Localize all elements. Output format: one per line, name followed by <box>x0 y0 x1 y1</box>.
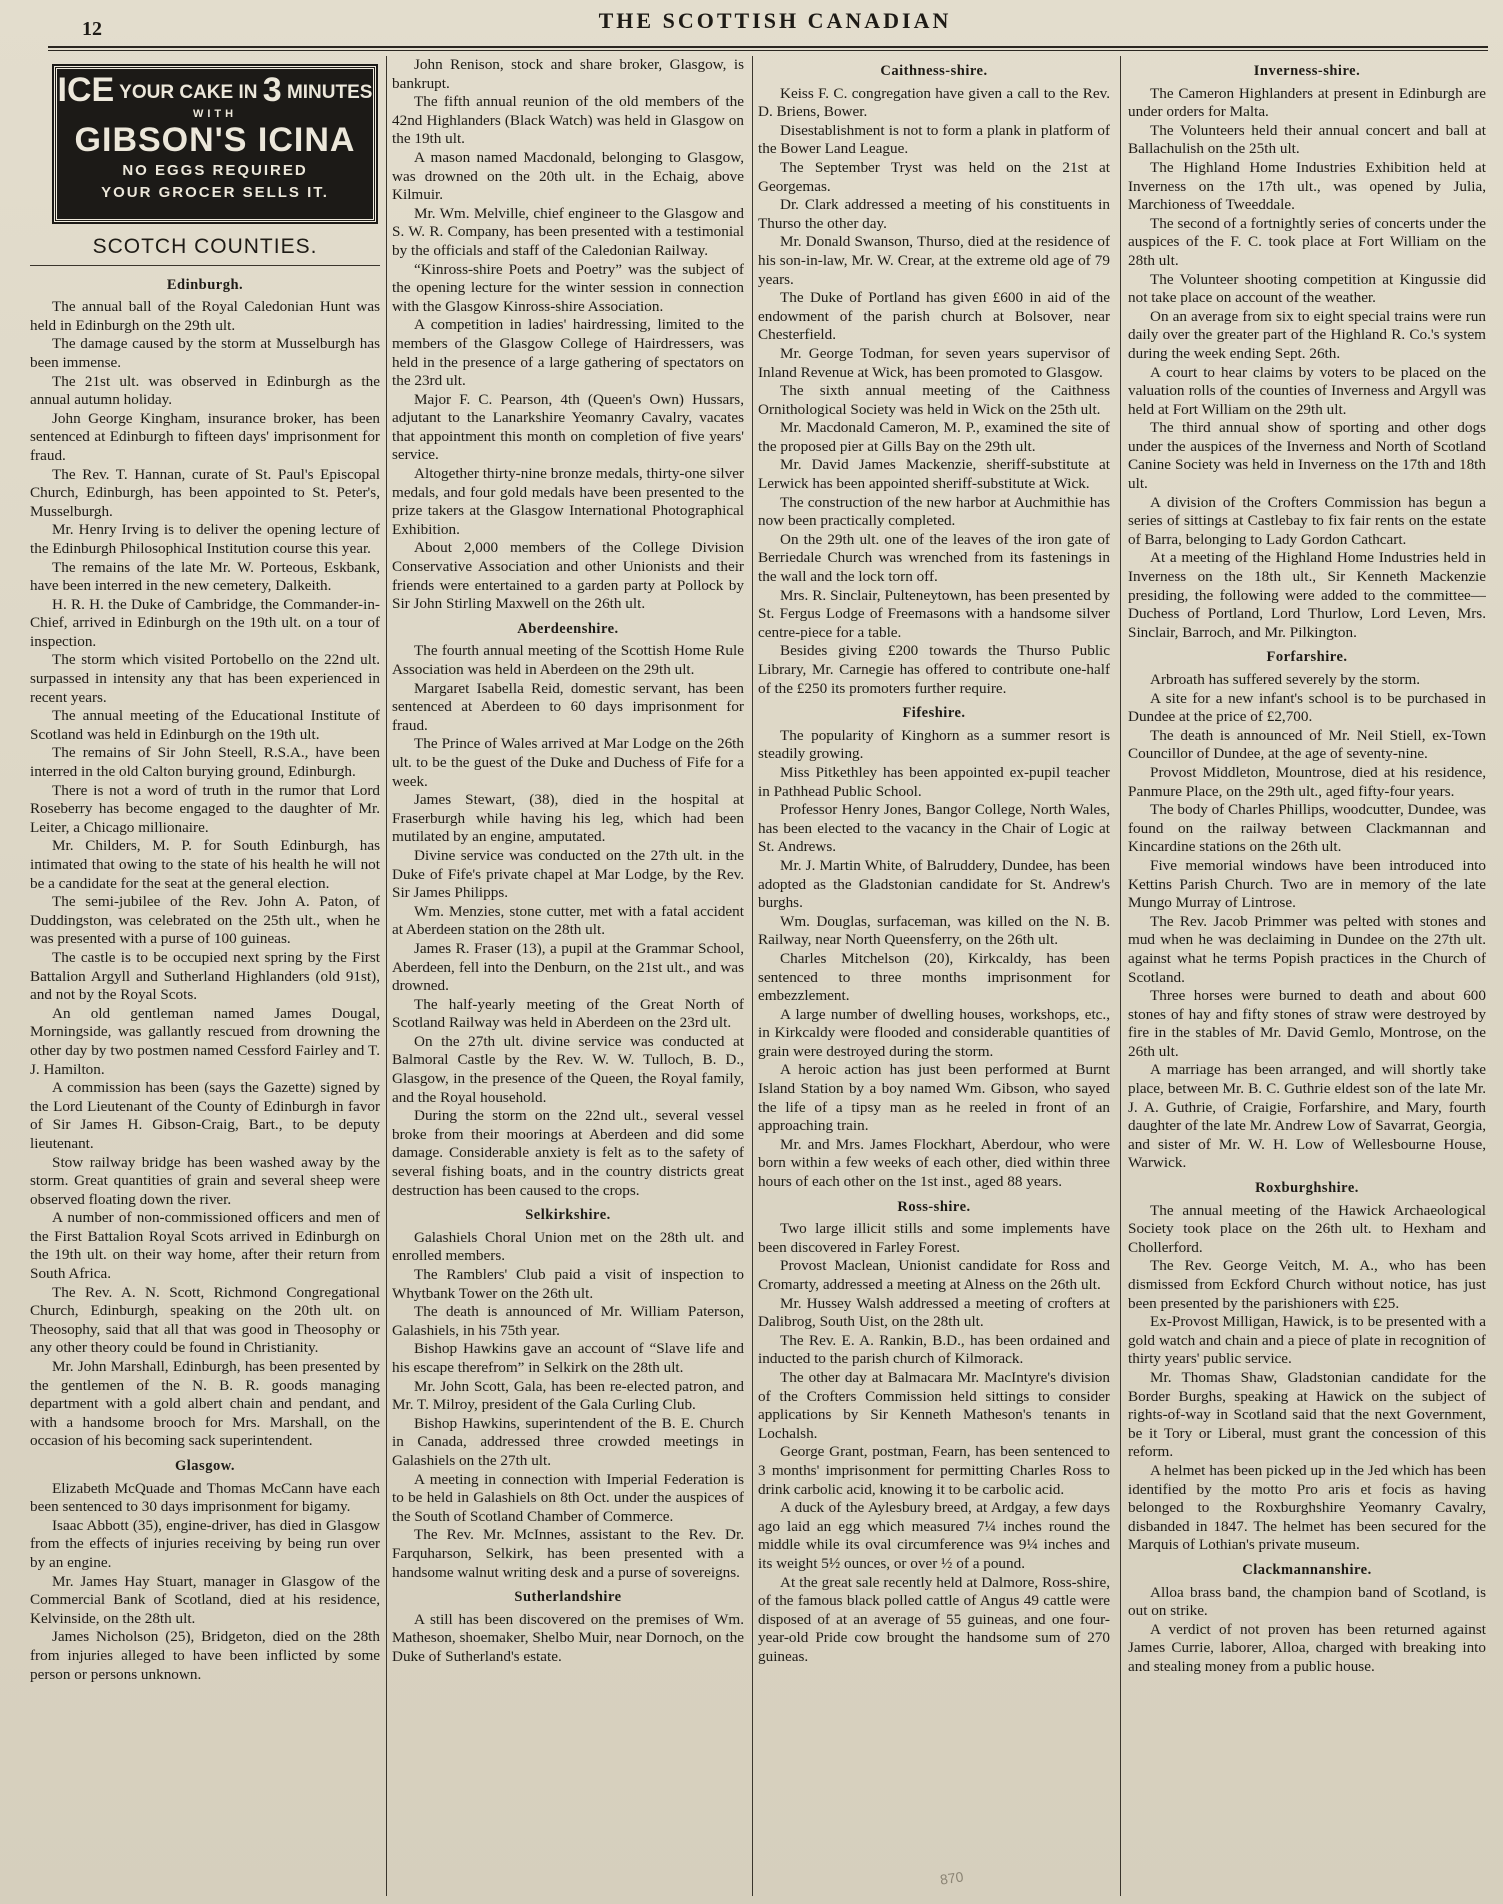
news-item: The Highland Home Industries Exhibition held at Inverness on the 17th ult., was opened by Julia, Marchioness of Tweeddale. <box>1128 158 1486 214</box>
column-divider <box>1120 56 1121 1896</box>
news-item: A duck of the Aylesbury breed, at Ardgay, a few days ago laid an egg which measured 7¼ inches round the middle while its oval circumference was 9¼ inches and its weight 5½ ounces, or over ½ of a pound. <box>758 1499 1110 1572</box>
news-item: The Rev. Jacob Primmer was pelted with stones and mud when he was declaiming in Dundee on the 27th ult. against what he terms Popish practices in the Church of Scotland. <box>1128 912 1486 986</box>
news-item: An old gentleman named James Dougal, Morningside, was gallantly rescued from drowning the other day by two postmen named Cessford Fairley and T. J. Hamilton. <box>30 1004 380 1078</box>
county-heading: Aberdeenshire. <box>517 620 619 637</box>
news-item: A site for a new infant's school is to be purchased in Dundee at the price of £2,700. <box>1128 689 1486 726</box>
news-item: The sixth annual meeting of the Caithness Ornithological Society was held in Wick on the 25th ult. <box>758 382 1110 418</box>
news-item: A helmet has been picked up in the Jed which has been identified by the motto Pro aris et focis as having belonged to the Roxburghshire Yeomanry Cavalry, disbanded in 1847. The helmet has been secured for the Marquis of Lothian's private museum. <box>1128 1461 1486 1554</box>
news-item: At a meeting of the Highland Home Industries held in Inverness on the 18th ult., Sir Kenneth Mackenzie presiding, the following were added to the committee—Duchess of Portland, Lord Thurlow, Lord Leven, Mrs. Sinclair, Barroch, and Mr. Pilkington. <box>1128 549 1486 641</box>
county-heading: Selkirkshire. <box>525 1207 611 1224</box>
archive-mark: 870 <box>939 1868 965 1888</box>
news-item: At the great sale recently held at Dalmore, Ross-shire, of the famous black polled cattle of Angus 49 cattle were disposed of at an average of 55 guineas, and one four-year-old Pride cow brought the handsome sum of 270 guineas. <box>758 1573 1110 1665</box>
news-item: Wm. Menzies, stone cutter, met with a fatal accident at Aberdeen station on the 28th ult. <box>392 902 744 939</box>
news-item: The death is announced of Mr. William Paterson, Galashiels, in his 75th year. <box>392 1303 744 1339</box>
news-item: A division of the Crofters Commission has begun a series of sittings at Castlebay to fix fair rents on the estate of Barra, belonging to Lady Gordon Cathcart. <box>1128 493 1486 548</box>
county-heading: Roxburghshire. <box>1255 1180 1359 1197</box>
news-item: The popularity of Kinghorn as a summer resort is steadily growing. <box>758 726 1110 763</box>
news-item: Elizabeth McQuade and Thomas McCann have each been sentenced to 30 days imprisonment for bigamy. <box>30 1479 380 1516</box>
news-item: Bishop Hawkins, superintendent of the B. E. Church in Canada, addressed three crowded meetings in Galashiels on the 27th ult. <box>392 1414 744 1469</box>
news-item: The Rev. George Veitch, M. A., who has been dismissed from Eckford Church without notice, has just been presented by the parishioners with £25. <box>1128 1257 1486 1312</box>
news-item: A number of non-commissioned officers and men of the First Battalion Royal Scots arrived in Edinburgh on the 19th ult. on their way home, after their return from South Africa. <box>30 1209 380 1283</box>
news-item: Provost Maclean, Unionist candidate for Ross and Cromarty, addressed a meeting at Alness on the 26th ult. <box>758 1257 1110 1293</box>
column-divider <box>752 56 753 1896</box>
ad-ice: ICE <box>57 71 115 109</box>
news-item: A commission has been (says the Gazette) signed by the Lord Lieutenant of the County of Edinburgh in favor of Sir James H. Gibson-Craig, Bart., to be deputy lieutenant. <box>30 1079 380 1152</box>
news-item: George Grant, postman, Fearn, has been sentenced to 3 months' imprisonment for permitting Charles Ross to drink carbolic acid, knowing it to be carbolic acid. <box>758 1443 1110 1498</box>
news-item: Mr. Donald Swanson, Thurso, died at the residence of his son-in-law, Mr. W. Crear, at the extreme old age of 79 years. <box>758 233 1110 288</box>
ad-grocer: YOUR GROCER SELLS IT. <box>101 184 329 201</box>
news-item: Mr. Hussey Walsh addressed a meeting of crofters at Dalibrog, South Uist, on the 28th ult. <box>758 1294 1110 1331</box>
column-2 <box>392 56 744 1896</box>
news-item: Mr. James Hay Stuart, manager in Glasgow of the Commercial Bank of Scotland, died at his residence, Kelvinside, on the 28th ult. <box>30 1572 380 1627</box>
news-item: The Ramblers' Club paid a visit of inspection to Whytbank Tower on the 26th ult. <box>392 1266 744 1302</box>
news-item: Mr. George Todman, for seven years supervisor of Inland Revenue at Wick, has been promoted to Glasgow. <box>758 344 1110 381</box>
news-item: Mr. J. Martin White, of Balruddery, Dundee, has been adopted as the Gladstonian candidate for St. Andrew's burghs. <box>758 856 1110 912</box>
news-item: Mr. David James Mackenzie, sheriff-substitute at Lerwick has been appointed sheriff-substitute at Wick. <box>758 456 1110 493</box>
county-heading: Caithness-shire. <box>880 63 988 79</box>
county-heading: Glasgow. <box>175 1458 235 1474</box>
news-item: H. R. H. the Duke of Cambridge, the Commander-in-Chief, arrived in Edinburgh on the 19th ult. on a tour of inspection. <box>30 595 380 650</box>
county-heading: Inverness-shire. <box>1253 63 1361 79</box>
news-item: The Rev. A. N. Scott, Richmond Congregational Church, Edinburgh, speaking on the 20th ult. on Theosophy, said that all that was good in Theosophy or any other theory could be found in Christianity. <box>30 1283 380 1357</box>
ad-with: WITH <box>192 108 238 120</box>
column-3 <box>758 56 1110 1896</box>
page-number: 12 <box>82 18 102 40</box>
news-item: There is not a word of truth in the rumor that Lord Roseberry has become engaged to the daughter of Mr. Leiter, a Chicago millionaire. <box>30 781 380 836</box>
county-heading: Sutherlandshire <box>514 1589 622 1606</box>
county-heading: Edinburgh. <box>166 276 244 293</box>
news-item: Galashiels Choral Union met on the 28th ult. and enrolled members. <box>392 1228 744 1265</box>
news-item: A still has been discovered on the premises of Wm. Matheson, shoemaker, Shelbo Muir, near Dornoch, on the Duke of Sutherland's estate. <box>392 1610 744 1665</box>
news-item: The Volunteers held their annual concert and ball at Ballachulish on the 25th ult. <box>1128 121 1486 158</box>
news-item: Provost Middleton, Mountrose, died at his residence, Panmure Place, on the 29th ult., aged fifty-four years. <box>1128 763 1486 800</box>
news-item: Mrs. R. Sinclair, Pulteneytown, has been presented by St. Fergus Lodge of Freemasons with a handsome silver centre-piece for a table. <box>758 586 1110 641</box>
news-item: Professor Henry Jones, Bangor College, North Wales, has been elected to the vacancy in the Chair of Logic at St. Andrews. <box>758 801 1110 856</box>
news-item: On the 27th ult. divine service was conducted at Balmoral Castle by the Rev. W. W. Tulloch, B. D., Glasgow, in the presence of the Queen, the Royal family, and the Royal household. <box>392 1032 744 1106</box>
news-item: Alloa brass band, the champion band of Scotland, is out on strike. <box>1128 1583 1486 1620</box>
news-item: Wm. Douglas, surfaceman, was killed on the N. B. Railway, near North Queensferry, on the 26th ult. <box>758 912 1110 949</box>
news-item: On the 29th ult. one of the leaves of the iron gate of Berriedale Church was wrenched from its fastenings in the wall and the lock torn off. <box>758 530 1110 586</box>
news-item: The half-yearly meeting of the Great North of Scotland Railway was held in Aberdeen on the 23rd ult. <box>392 995 744 1032</box>
news-item: Stow railway bridge has been washed away by the storm. Great quantities of grain and several sheep were observed floating down the river. <box>30 1153 380 1208</box>
county-heading: Fifeshire. <box>902 705 966 722</box>
news-item: The storm which visited Portobello on the 22nd ult. surpassed in intensity any that has been experienced in recent years. <box>30 651 380 706</box>
news-item: Mr. John Scott, Gala, has been re-elected patron, and Mr. T. Milroy, president of the Gala Curling Club. <box>392 1377 744 1414</box>
news-item: The construction of the new harbor at Auchmithie has now been practically completed. <box>758 493 1110 530</box>
county-heading: Clackmannanshire. <box>1242 1561 1372 1578</box>
news-item: The Duke of Portland has given £600 in aid of the endowment of the parish church at Bolsover, near Chesterfield. <box>758 289 1110 344</box>
news-item: A heroic action has just been performed at Burnt Island Station by a boy named Wm. Gibson, who sayed the life of a tipsy man as he reeled in front of an approaching train. <box>758 1061 1110 1135</box>
news-item: The semi-jubilee of the Rev. John A. Paton, of Duddingston, was celebrated on the 25th ult., when he was presented with a purse of 100 guineas. <box>30 893 380 948</box>
news-item: The annual meeting of the Hawick Archaeological Society took place on the 26th ult. to Hexham and Chollerford. <box>1128 1201 1486 1256</box>
news-item: Divine service was conducted on the 27th ult. in the Duke of Fife's private chapel at Mar Lodge, by the Rev. Sir James Philipps. <box>392 846 744 902</box>
news-item: The second of a fortnightly series of concerts under the auspices of the F. C. took place at Fort William on the 28th ult. <box>1128 214 1486 269</box>
news-item: Mr. John Marshall, Edinburgh, has been presented by the gentlemen of the N. B. R. goods managing department with a gold albert chain and pendant, and with a handsome brooch for Mrs. Marshall, on the occasion of his becoming sack superintendent. <box>30 1358 380 1450</box>
news-item: A large number of dwelling houses, workshops, etc., in Kirkcaldy were flooded and considerable quantities of grain were destroyed during the storm. <box>758 1005 1110 1060</box>
news-item: The other day at Balmacara Mr. MacIntyre's division of the Crofters Commission held sittings to consider applications by Sir Kenneth Matheson's tenants in Lochalsh. <box>758 1368 1110 1442</box>
news-item: Mr. and Mrs. James Flockhart, Aberdour, who were born within a few weeks of each other, died within three hours of each other on the 1st inst., aged 88 years. <box>758 1135 1110 1191</box>
ad-no-eggs: NO EGGS REQUIRED <box>122 162 308 179</box>
newspaper-title: THE SCOTTISH CANADIAN <box>598 8 952 33</box>
news-item: The fifth annual reunion of the old members of the 42nd Highlanders (Black Watch) was held in Glasgow on the 19th ult. <box>392 93 744 148</box>
ad-your-cake-in: YOUR CAKE IN <box>119 82 258 103</box>
gibsons-icina-advertisement <box>54 66 376 222</box>
news-item: The damage caused by the storm at Musselburgh has been immense. <box>30 335 380 371</box>
column-4 <box>1128 56 1486 1896</box>
news-item: Besides giving £200 towards the Thurso Public Library, Mr. Carnegie has offered to contribute one-half of the £250 its promoters further require. <box>758 642 1110 697</box>
news-item: The annual ball of the Royal Caledonian Hunt was held in Edinburgh on the 29th ult. <box>30 298 380 334</box>
news-item: Mr. Macdonald Cameron, M. P., examined the site of the proposed pier at Gills Bay on the 29th ult. <box>758 419 1110 455</box>
masthead <box>60 4 1490 42</box>
ad-three: 3 <box>262 71 282 109</box>
news-item: Altogether thirty-nine bronze medals, thirty-one silver medals, and four gold medals have been presented to the prize takers at the Glasgow International Photographical Exhibition. <box>392 465 744 538</box>
news-item: Mr. Childers, M. P. for South Edinburgh, has intimated that owing to the state of his health he will not be a candidate for the seat at the general election. <box>30 837 380 892</box>
news-item: The September Tryst was held on the 21st at Georgemas. <box>758 158 1110 195</box>
news-item: Keiss F. C. congregation have given a call to the Rev. D. Briens, Bower. <box>758 84 1110 121</box>
column-1 <box>30 56 380 1896</box>
news-item: A court to hear claims by voters to be placed on the valuation rolls of the counties of Inverness and Argyll was held at Fort William on the 29th ult. <box>1128 363 1486 418</box>
ad-brand: GIBSON'S ICINA <box>74 121 356 159</box>
news-item: James Stewart, (38), died in the hospital at Fraserburgh while having his leg, which had been mutilated by an engine, amputated. <box>392 791 744 846</box>
news-item: On an average from six to eight special trains were run daily over the greater part of the Highland R. Co.'s system during the week ending Sept. 26th. <box>1128 307 1486 362</box>
news-item: Major F. C. Pearson, 4th (Queen's Own) Hussars, adjutant to the Lanarkshire Yeomanry Cavalry, vacates that appointment this month on completion of five years' service. <box>392 390 744 464</box>
news-item: The Cameron Highlanders at present in Edinburgh are under orders for Malta. <box>1128 84 1486 121</box>
masthead-rule <box>48 46 1488 51</box>
news-item: The 21st ult. was observed in Edinburgh as the annual autumn holiday. <box>30 372 380 409</box>
column-divider <box>386 56 387 1896</box>
news-item: Mr. Thomas Shaw, Gladstonian candidate for the Border Burghs, speaking at Hawick on the subject of rights-of-way in Scotland said that the next Government, be it Tory or Liberal, must grant the concession of this reform. <box>1128 1368 1486 1461</box>
news-item: Isaac Abbott (35), engine-driver, has died in Glasgow from the effects of injuries receiving by being run over by an engine. <box>30 1516 380 1571</box>
news-item: John Renison, stock and share broker, Glasgow, is bankrupt. <box>392 56 744 92</box>
news-item: The castle is to be occupied next spring by the First Battalion Argyll and Sutherland Highlanders (old 91st), and not by the Royal Scots. <box>30 948 380 1004</box>
news-item: Ex-Provost Milligan, Hawick, is to be presented with a gold watch and chain and a piece of plate in recognition of thirty years' public service. <box>1128 1313 1486 1368</box>
news-item: Three horses were burned to death and about 600 stones of hay and fifty stones of straw were destroyed by fire in the stables of Mr. David Gemlo, Montrose, on the 26th ult. <box>1128 987 1486 1060</box>
news-item: The third annual show of sporting and other dogs under the auspices of the Inverness and North of Scotland Canine Society was held in Inverness on the 17th and 18th ult. <box>1128 419 1486 493</box>
news-item: The annual meeting of the Educational Institute of Scotland was held in Edinburgh on the 19th ult. <box>30 707 380 743</box>
ad-minutes: MINUTES <box>286 82 373 103</box>
news-item: Five memorial windows have been introduced into Kettins Parish Church. Two are in memory of the late Mungo Murray of Lintrose. <box>1128 856 1486 912</box>
news-item: The Volunteer shooting competition at Kingussie did not take place on account of the weather. <box>1128 270 1486 307</box>
county-heading: Ross-shire. <box>897 1198 971 1215</box>
news-item: A verdict of not proven has been returned against James Currie, laborer, Alloa, charged with breaking into and stealing money from a public house. <box>1128 1620 1486 1675</box>
news-item: During the storm on the 22nd ult., several vessel broke from their moorings at Aberdeen and did some damage. Considerable anxiety is felt as to the safety of several fishing boats, and in the country districts great destruction has been caused to the crops. <box>392 1107 744 1199</box>
news-item: Miss Pitkethley has been appointed ex-pupil teacher in Pathhead Public School. <box>758 763 1110 800</box>
news-item: About 2,000 members of the College Division Conservative Association and other Unionists and their friends were entertained to a garden party at Pollock by Sir John Stirling Maxwell on the 26th ult. <box>392 539 744 613</box>
news-item: The fourth annual meeting of the Scottish Home Rule Association was held in Aberdeen on the 29th ult. <box>392 642 744 678</box>
news-item: Arbroath has suffered severely by the storm. <box>1150 671 1421 688</box>
news-item: Margaret Isabella Reid, domestic servant, has been sentenced at Aberdeen to 60 days imprisonment for fraud. <box>392 679 744 734</box>
news-item: John George Kingham, insurance broker, has been sentenced at Edinburgh to fifteen days' imprisonment for fraud. <box>30 409 380 464</box>
news-item: The remains of Sir John Steell, R.S.A., have been interred in the old Calton burying ground, Edinburgh. <box>30 744 380 781</box>
news-item: James Nicholson (25), Bridgeton, died on the 28th from injuries alleged to have been inflicted by some person or persons unknown. <box>30 1628 380 1683</box>
news-item: The Rev. T. Hannan, curate of St. Paul's Episcopal Church, Edinburgh, has been appointed to St. Peter's, Musselburgh. <box>30 465 380 520</box>
news-item: A competition in ladies' hairdressing, limited to the members of the Glasgow College of Hairdressers, was held in the presence of a large gathering of spectators on the 23rd ult. <box>392 316 744 390</box>
news-item: The Rev. Mr. McInnes, assistant to the Rev. Dr. Farquharson, Selkirk, has been presented with a handsome walnut writing desk and a purse of sovereigns. <box>392 1526 744 1581</box>
news-item: The Rev. E. A. Rankin, B.D., has been ordained and inducted to the parish church of Kilmorack. <box>758 1331 1110 1368</box>
news-item: Charles Mitchelson (20), Kirkcaldy, has been sentenced to three months imprisonment for embezzlement. <box>758 949 1110 1005</box>
news-item: A mason named Macdonald, belonging to Glasgow, was drowned on the 20th ult. in the Echaig, above Kilmuir. <box>392 148 744 204</box>
news-item: James R. Fraser (13), a pupil at the Grammar School, Aberdeen, fell into the Denburn, on the 21st ult., and was drowned. <box>392 939 744 995</box>
news-item: “Kinross-shire Poets and Poetry” was the subject of the opening lecture for the winter session in connection with the Glasgow Kinross-shire Association. <box>392 260 744 315</box>
news-item: Mr. Henry Irving is to deliver the opening lecture of the Edinburgh Philosophical Institution course this year. <box>30 521 380 557</box>
news-item: Mr. Wm. Melville, chief engineer to the Glasgow and S. W. R. Company, has been presented with a testimonial by the officials and staff of the Caledonian Railway. <box>392 204 744 259</box>
news-item: Dr. Clark addressed a meeting of his constituents in Thurso the other day. <box>758 196 1110 232</box>
news-item: The remains of the late Mr. W. Porteous, Eskbank, have been interred in the new cemetery, Dalkeith. <box>30 558 380 595</box>
news-item: Bishop Hawkins gave an account of “Slave life and his escape therefrom” in Selkirk on the 28th ult. <box>392 1340 744 1376</box>
news-item: Two large illicit stills and some implements have been discovered in Farley Forest. <box>758 1220 1110 1256</box>
news-item: The Prince of Wales arrived at Mar Lodge on the 26th ult. to be the guest of the Duke and Duchess of Fife for a week. <box>392 735 744 790</box>
news-item: The body of Charles Phillips, woodcutter, Dundee, was found on the railway between Clackmannan and Kincardine stations on the 26th ult. <box>1128 801 1486 856</box>
news-item: The death is announced of Mr. Neil Stiell, ex-Town Councillor of Dundee, at the age of seventy-nine. <box>1128 726 1486 763</box>
news-item: A marriage has been arranged, and will shortly take place, between Mr. B. C. Guthrie eldest son of the late Mr. J. A. Guthrie, of Craigie, Forfarshire, and Mary, fourth daughter of the late Mr. Andrew Low of Savarrat, Georgia, and sister of Mr. W. H. Low of Wellesbourne House, Warwick. <box>1128 1061 1486 1172</box>
news-item: Disestablishment is not to form a plank in platform of the Bower Land League. <box>758 121 1110 158</box>
section-title: SCOTCH COUNTIES. <box>30 238 380 266</box>
news-item: A meeting in connection with Imperial Federation is to be held in Galashiels on 8th Oct. under the auspices of the South of Scotland Chamber of Commerce. <box>392 1470 744 1525</box>
county-heading: Forfarshire. <box>1266 649 1348 666</box>
